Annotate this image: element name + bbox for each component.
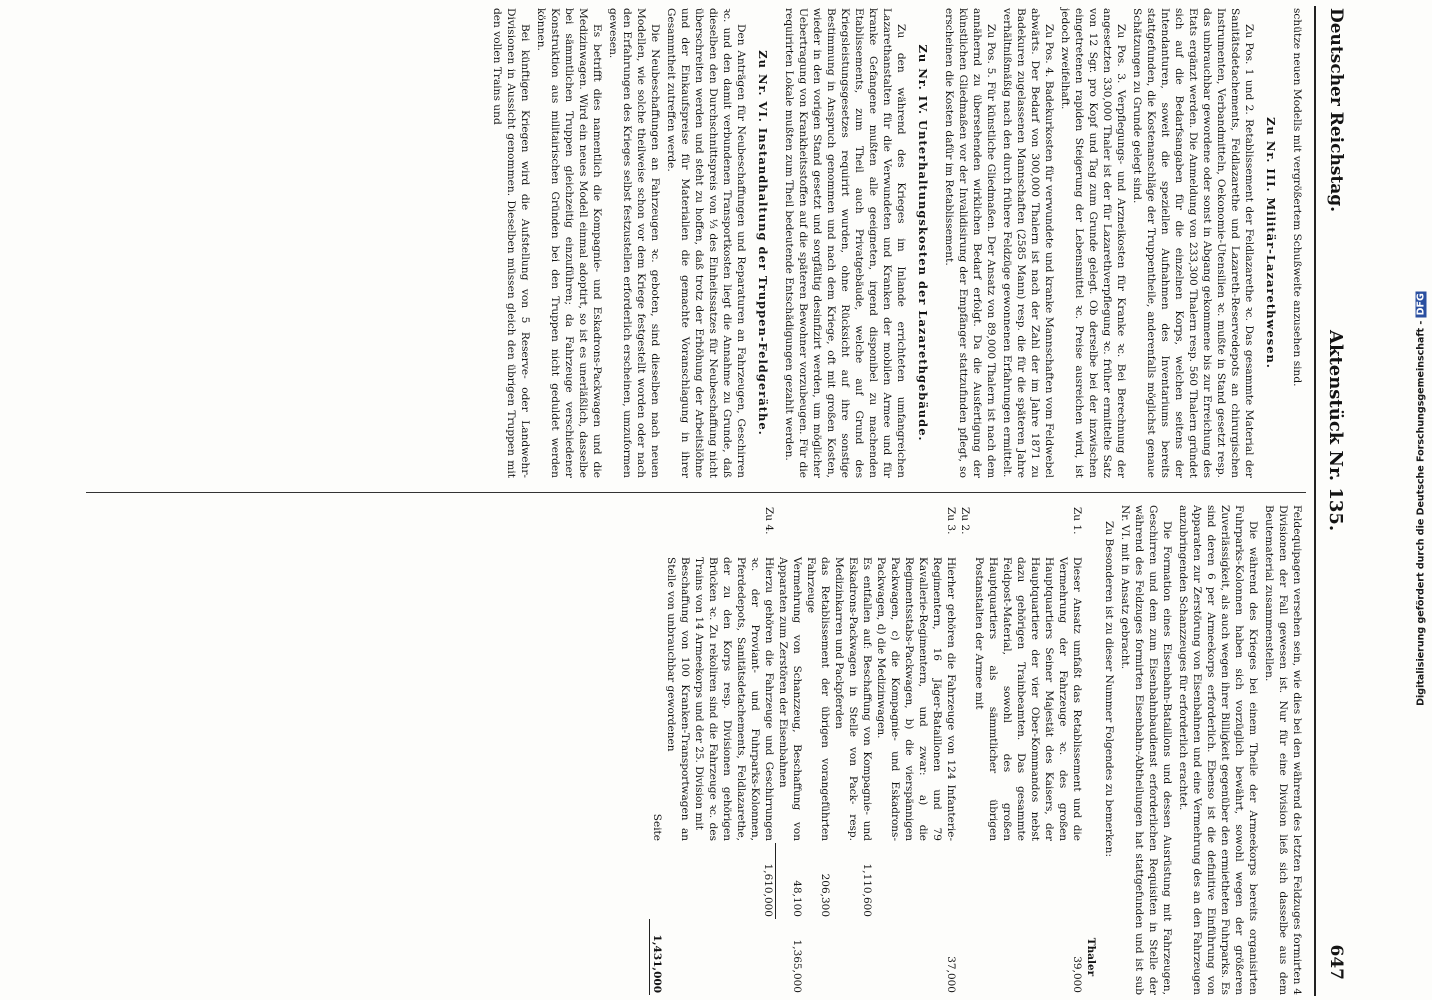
item-text: Vermehrung von Schanzzeug, Beschaffung von Apparaten zum Zerstören der Eisenbahnen (777, 557, 803, 841)
cost-table (649, 505, 1098, 995)
table-header-row (1084, 505, 1098, 995)
table-row (958, 505, 972, 995)
item-amount: 1,110,600 (861, 863, 873, 917)
left-intro: schütze neuen Modells mit vergrößertem Schußweite anzusehen sind. (1291, 8, 1303, 387)
header-center: Aktenstück Nr. 135. (1325, 330, 1346, 532)
item-amount: 48,100 (776, 843, 804, 919)
item-text (958, 555, 972, 843)
item-text: Hierzu gehören die Fahrzeuge und Geschirrungen ꝛc. der Proviant- und Fuhrparks-Kolonnen, Pferdedepots, Sanitätsdetachements, Feldlazarethe, der zu den Korps resp. Divisionen gehörigen Brücken ꝛc. Zu rekoliren sind die Fahrzeuge ꝛc. des Trains von 14 Armeekorps und der 25. Division mit (693, 557, 775, 841)
table-row (776, 505, 804, 995)
table-row (874, 505, 958, 995)
table-row (692, 505, 776, 995)
right-column (649, 505, 1304, 995)
paragraph: Die Formation eines Eisenbahn-Bataillons und dessen Ausrüstung mit Fahrzeugen, Geschirren und dem zum Eisenbahnbaudienst erforderlichen Requisiten in Stelle der während des Feldzuges formirten Eisenbahn-Abtheilungen hat stattgefunden und ist sub Nr. VI. mit in Ansatz gebracht. (1119, 505, 1173, 995)
item-text: das Retablissement der übrigen vorangeführten Fahrzeuge (805, 557, 831, 841)
digitization-credit (1412, 10, 1430, 990)
rotated-page-content (66, 0, 1366, 1000)
item-label (776, 505, 804, 555)
item-amount: 1,610,000 (762, 863, 775, 917)
header-rule (1314, 6, 1316, 996)
item-text: Beschaffung von 100 Kranken-Transportwagen an Stelle von unbrauchbar gewordenen (665, 557, 691, 841)
paragraph: Die Neubeschaffungen an Fahrzeugen ꝛc. geboten, sind dieselben nach neuen Modellen, wie solche theilweise schon vor dem Kriege festgestellt worden oder nach den Erfahrungen des Krieges selbst festzustellen erforderlich erscheinen, umzuformen gewesen. (607, 8, 661, 478)
section-heading: Zu Nr. VI. Instandhaltung der Truppen-Feldgeräthe. (756, 50, 770, 436)
page-header (1318, 0, 1352, 1000)
column-divider (86, 492, 1306, 493)
paragraph: Zu den während des Krieges im Inlande errichteten umfangreichen Lazarethanstalten für die Verwundeten und Kranken der mobilen Armee und für kranke Gefangene mußten alle geeigneten, irgend disponibel zu machenden Etablissements, zum Theil auch Privatgebäude, welche auf Grund des Kriegsleistungsgesetzes requirirt wurden, ohne Rücksicht auf ihre sonstige Bestimmung in Anspruch genommen und nach dem Kriege, oft mit großen Kosten, wieder in den vorigen Stand gesetzt und sorgfältig desinfizirt werden, um möglicher Uebertragung von Krankheitsstoffen auf die späteren Bewohner vorzubeugen. Für die requirirten Lokale mußten zum Theil bedeutende Entschädigungen gezahlt werden. (783, 8, 907, 478)
page-total-label: Seite (651, 813, 663, 841)
table-row (664, 505, 692, 995)
item-total (664, 919, 692, 995)
paragraph: Zu Pos. 5. Für künstliche Gliedmaßen. Der Ansatz von 89,000 Thalern ist nach dem annähernd zu übersehenden wirklichen Bedarf erfolgt. Da die Ausfertigung der künstlichen Gliedmaßen vor der Invalidisirung der Empfänger stattzufinden pflegt, so erscheinen die Kosten dafür im Retablissement. (943, 8, 997, 478)
section-heading: Zu Nr. III. Militär-Lazarethwesen. (1264, 117, 1278, 369)
item-total: 39,000 (1071, 956, 1083, 993)
item-total (832, 919, 874, 995)
item-total (692, 919, 776, 995)
credit-text: Digitalisierung gefördert durch die Deutsche Forschungsgemeinschaft - (1415, 320, 1427, 706)
table-row (804, 505, 832, 995)
page-total: 1,431,000 (650, 919, 665, 995)
paragraph: Bei künftigen Kriegen wird die Aufstellung von 5 Reserve- oder Landwehr-Divisionen in Aussicht genommen. Dieselben müssen gleich den übrigen Truppen mit den vollen Trains und (491, 8, 531, 478)
dfg-logo: DFG (1415, 293, 1427, 316)
header-left: Deutscher Reichstag. (1326, 8, 1346, 213)
paragraph: Zu Pos. 3. Verpflegungs- und Arzneikosten für Kranke ꝛc. Bei Berechnung der angesetzten 330,000 Thaler ist der für Lazarethverpflegung ꝛc. früher ermittelte Satz von 12 Sgr. pro Kopf und Tag zum Grunde gelegt. Ob derselbe bei der inzwischen eingetretenen rapiden Steigerung der Lebensmittel ꝛc. Preise ausreichen wird, ist jedoch zweifelhaft. (1059, 8, 1127, 478)
item-label (832, 505, 874, 555)
item-label: Zu 2. (959, 507, 971, 535)
item-amount (874, 843, 958, 919)
paragraph: Zu Pos. 4. Badekurkosten für verwundete und kranke Mannschaften vom Feldwebel abwärts. Der Bedarf von 300,000 Thalern ist nach der Zahl der im Jahre 1871 zu Badekuren zugelassenen Mannschaften (2585 Mann) resp. die für die späteren Jahre verhältnißmäßig nach den durch frühere Feldzüge gewonnenen Erfahrungen ermittelt. (1001, 8, 1055, 478)
table-row (832, 505, 874, 995)
currency-header: Thaler (1085, 937, 1097, 977)
item-label (664, 505, 692, 555)
paragraph: Es betrifft dies namentlich die Kompagnie- und Eskadrons-Packwagen und die Medizinwagen. Wird ein neues Modell einmal adoptirt, so ist es unerläßlich, dasselbe bei sämmtlichen Truppen gleichzeitig einzuführen; da Fahrzeuge verschiedener Konstruktion aus militairischen Gründen bei den Truppen nicht geduldet werden können. (535, 8, 603, 478)
item-text: Es entfallen auf: Beschaffung von Kompagnie- und Eskadrons-Packwagen in Stelle von Pack- resp. Medizinkarren und Packpferden (833, 557, 873, 841)
paragraph: Zu Besonderen ist zu dieser Nummer Folgendes zu bemerken: (1103, 521, 1115, 858)
item-text: Hierher gehören die Fahrzeuge von 124 Infanterie-Regimentern, 16 Jäger-Bataillonen und 79 Kavallerie-Regimentern, und zwar: a) die Regimentsstabs-Packwagen, b) die vierspännigen Packwagen, c) die Kompagnie- und Eskadrons-Packwagen, d) die Medizinwagen. (875, 557, 957, 841)
item-text: Dieser Ansatz umfaßt das Retablissement und die Vermehrung der Fahrzeuge ꝛc. des großen Hauptquartiers Seiner Majestät des Kaisers, der Hauptquartiere der vier Ober-Kommandos nebst dazu gehörigen Trainbeamten. Das gesammte Feldpost-Material, sowohl des großen Hauptquartiers als sämmtlicher übrigen Postanstalten der Armee mit (973, 557, 1083, 841)
paragraph: Zu Pos. 1 und 2. Retablissement der Feldlazarethe ꝛc. Das gesammte Material der Sanitätsdetachements, Feldlazarethe und Lazareth-Reservedepots an chirurgischen Instrumenten, Verbandmitteln, Oekonomie-Utensilien ꝛc. mußte in Stand gesetzt resp. das unbrauchbar gewordene oder sonst in Abgang gekommene bis zur Erreichung des Etats ergänzt werden. Die Anmeldung von 233,300 Thalern resp. 560 Thalern gründet sich auf die Bedarfsangaben für die einzelnen Korps, welchen seitens der Intendanturen, soweit die speziellen Aufnahmen des Inventariums bereits stattgefunden, die Kostenanschläge der Truppentheile, anderenfalls möglichst genaue Schätzungen zu Grunde gelegt sind. (1131, 8, 1255, 478)
paragraph: Feldequipagen versehen sein, wie dies bei den während des letzten Feldzuges formirten 4 Divisionen der Fall gewesen ist. Nur für eine Division ließ sich dasselbe aus dem Beutematerial zusammenstellen. (1263, 505, 1303, 995)
item-total (804, 919, 832, 995)
item-amount (958, 843, 972, 919)
item-amount (664, 843, 692, 919)
item-total: 37,000 (945, 956, 957, 993)
item-amount (972, 843, 1084, 919)
paragraph: Den Anträgen für Neubeschaffungen und Reparaturen an Fahrzeugen, Geschirren ꝛc. und den damit verbundenen Transportkosten liegt die Annahme zu Grunde, daß dieselben den Durchschnittspreis von ⅓ des Einheitssatzes für Neubeschaffung nicht überschreiten werden und steht zu hoffen, daß trotz der Erhöhung der Arbeitslöhne und der Einkaufspreise für Materialien die gemachte Voranschlagung in ihrer Gesammtheit zutreffen werde. (665, 8, 747, 478)
item-total (958, 919, 972, 995)
item-label: Zu 4. (763, 507, 775, 535)
page-total-row (650, 505, 665, 995)
left-column (488, 8, 1304, 478)
item-total: 1,365,000 (791, 939, 803, 993)
item-label: Zu 3. (945, 507, 957, 535)
page-number: 647 (1326, 944, 1346, 980)
item-label: Zu 1. (1071, 507, 1083, 535)
section-heading: Zu Nr. IV. Unterhaltungskosten der Lazarethgebäude. (916, 44, 930, 442)
paragraph: Die während des Krieges bei einem Theile der Armeekorps bereits organisirten Fuhrparks-Kolonnen haben sich vorzüglich bewährt, sowohl wegen der größeren Zuverlässigkeit, als auch wegen ihrer Billigkeit gegenüber den ermietheten Fuhrparks. Es sind deren 6 per Armeekorps erforderlich. Ebenso ist die definitive Einführung von Apparaten zur Zerstörung von Eisenbahnen und eine Vermehrung des an den Fahrzeugen anzubringenden Schanzzeuges für erforderlich erachtet. (1177, 505, 1259, 995)
item-label (804, 505, 832, 555)
table-row (972, 505, 1084, 995)
item-amount: 206,300 (819, 873, 831, 917)
